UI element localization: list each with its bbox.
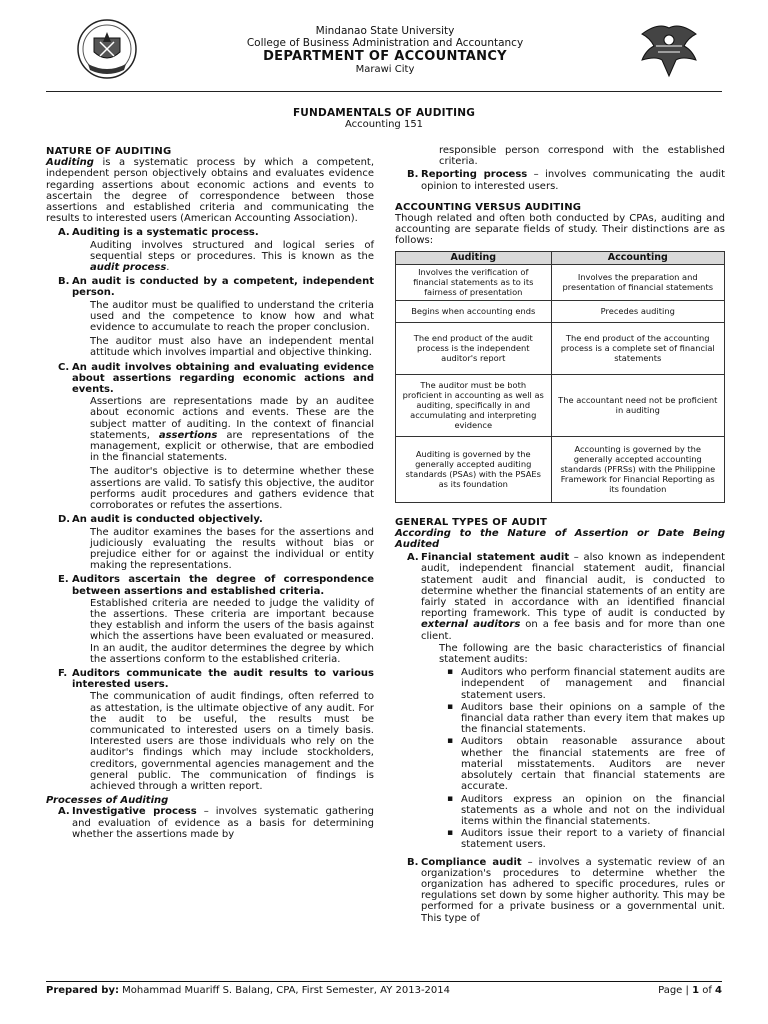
point-d: D. An audit is conducted objectively. — [58, 514, 263, 526]
table-cell: The end product of the audit process is the independent auditor's report — [396, 322, 552, 374]
process-b: B. Reporting process – involves communicating the audit opinion to interested users. — [407, 169, 726, 192]
subheading-processes: Processes of Auditing — [46, 795, 169, 807]
section-heading-nature: NATURE OF AUDITING — [46, 146, 172, 157]
eagle-logo — [636, 16, 702, 82]
process-a-continued: responsible person correspond with the established criteria. — [439, 145, 725, 168]
table-row — [396, 264, 725, 300]
list-item: ▪ Auditors express an opinion on the financial statements as a whole and not on the individual items within the financial statements. — [461, 794, 725, 828]
table-cell: The end product of the accounting process is a complete set of financial statements — [551, 322, 724, 374]
prepared-by: Prepared by: Mohammad Muariff S. Balang, CPA, First Semester, AY 2013-2014 — [46, 985, 451, 996]
table-row — [396, 300, 725, 322]
point-f-text: The communication of audit findings, often referred to as attestation, is the ultimate objective of any audit. For the audit to be useful, the results must be communicated to interested users on a timely basis. Interested users are those individuals who rely on the auditor's findings which may include stockholders, creditors, governmental agencies management and the general public. The communication of findings is achieved through a written report. — [90, 691, 374, 792]
department-name: DEPARTMENT OF ACCOUNTANCY — [263, 49, 507, 64]
table-header-auditing: Auditing — [396, 251, 552, 264]
list-item: ▪ Auditors issue their report to a variety of financial statement users. — [461, 828, 725, 850]
point-f: F. Auditors communicate the audit results to various interested users. — [58, 667, 374, 691]
table-cell: The accountant need not be proficient in auditing — [551, 374, 724, 436]
header-divider — [46, 91, 722, 92]
characteristics-list — [395, 667, 725, 850]
college-name: College of Business Administration and Accountancy — [246, 37, 524, 49]
type-b: B. Compliance audit – involves a systematic review of an organization's procedures to determine whether the organization has adhered to specific procedures, rules or regulations set down by some higher authority. This may be performed for a private business or a governmental unit. This type of — [407, 856, 726, 924]
definition-paragraph: Auditing is a systematic process by which a competent, independent person objectively obtains and evaluates evidence regarding assertions about economic actions and events to ascertain the degree of correspondence between those assertions and established criteria and communicating the results to interested users (American Accounting Association). — [46, 157, 374, 225]
table-row — [396, 374, 725, 436]
section-heading-accounting-vs-auditing: ACCOUNTING VERSUS AUDITING — [395, 201, 582, 213]
page-number: Page | 1 of 4 — [658, 985, 722, 996]
list-item: ▪ Auditors who perform financial statement audits are independent of management and financial statement users. — [461, 667, 725, 701]
type-a: A. Financial statement audit – also known as independent audit, independent financial statement audit, financial statement audit and financial audit, is conducted to determine whether the financial statements of an entity are fairly stated in accordance with an identified financial reporting framework. This type of audit is conducted by external auditors on a fee basis and for more than one client. — [407, 552, 725, 642]
table-cell: Begins when accounting ends — [396, 300, 552, 322]
point-c: C. An audit involves obtaining and evaluating evidence about assertions regarding economic actions and events. — [58, 361, 374, 396]
course-code: Accounting 151 — [344, 119, 424, 130]
table-cell: Accounting is governed by the generally accepted accounting standards (PFRSs) with the Philippine Framework for Financial Reporting as its foundation — [551, 436, 724, 502]
table-cell: Involves the preparation and presentation of financial statements — [551, 264, 724, 300]
table-cell: The auditor must be both proficient in accounting as well as auditing, specifically in and accumulating and interpreting evidence — [396, 374, 552, 436]
accounting-vs-auditing-intro: Though related and often both conducted by CPAs, auditing and accounting are separate fields of study. Their distinctions are as follows: — [395, 213, 725, 247]
subheading-types: According to the Nature of Assertion or Date Being Audited — [395, 527, 725, 551]
point-e-text: Established criteria are needed to judge the validity of the assertions. These criteria are important because they establish and inform the users of the basis against which the assertions have been evaluated or measured. In an audit, the auditor determines the degree by which the assertions conform to the established criteria. — [90, 597, 374, 665]
point-b: B. An audit is conducted by a competent, independent person. — [58, 276, 374, 299]
right-column — [395, 145, 725, 925]
city-name: Marawi City — [355, 64, 415, 75]
table-cell: Precedes auditing — [551, 300, 724, 322]
section-heading-types: GENERAL TYPES OF AUDIT — [395, 516, 548, 528]
table-cell: Auditing is governed by the generally accepted auditing standards (PSAs) with the PSAEs as its foundation — [396, 436, 552, 502]
point-c-text-2: The auditor's objective is to determine whether these assertions are valid. To satisfy this objective, the auditor performs audit procedures and gathers evidence that corroborates or refutes the assertions. — [90, 466, 374, 512]
point-b-text-1: The auditor must be qualified to understand the criteria used and the competence to know how and what evidence to accumulate to reach the proper conclusion. — [90, 299, 374, 334]
letterhead — [0, 0, 768, 96]
left-column — [46, 145, 374, 841]
university-seal-logo — [76, 18, 138, 80]
point-c-text-1: Assertions are representations made by an auditee about economic actions and events. These are the subject matter of auditing. In the context of financial statements, assertions are representations of the management, explicit or otherwise, that are embodied in the financial statements. — [90, 396, 374, 464]
point-e: E. Auditors ascertain the degree of correspondence between assertions and established criteria. — [58, 574, 374, 597]
point-a: A. Auditing is a systematic process. — [58, 227, 259, 239]
point-d-text: The auditor examines the bases for the assertions and judiciously evaluating the results without bias or prejudice either for or against the individual or entity making the representations. — [90, 526, 374, 572]
page-footer — [46, 985, 722, 997]
university-name: Mindanao State University — [315, 25, 455, 37]
list-item: ▪ Auditors obtain reasonable assurance about whether the financial statements are free of material misstatements. Auditors are never absolutely certain that financial statements are accurate. — [461, 736, 725, 792]
point-b-text-2: The auditor must also have an independent mental attitude which involves impartial and objective thinking. — [90, 336, 374, 359]
list-item: ▪ Auditors base their opinions on a sample of the financial data rather than every item that makes up the financial statements. — [461, 702, 725, 736]
table-row — [396, 322, 725, 374]
process-a: A. Investigative process – involves systematic gathering and evaluation of evidence as a basis for determining whether the assertions made by — [58, 806, 374, 840]
footer-divider — [46, 981, 722, 982]
document-title: FUNDAMENTALS OF AUDITING — [292, 107, 476, 119]
table-row — [396, 436, 725, 502]
comparison-table — [395, 251, 725, 503]
type-a-characteristics: The following are the basic characteristics of financial statement audits: — [439, 642, 725, 666]
table-cell: Involves the verification of financial statements as to its fairness of presentation — [396, 264, 552, 300]
point-a-text: Auditing involves structured and logical series of sequential steps or procedures. This is known as the audit process. — [90, 239, 374, 274]
table-header-accounting: Accounting — [551, 251, 724, 264]
